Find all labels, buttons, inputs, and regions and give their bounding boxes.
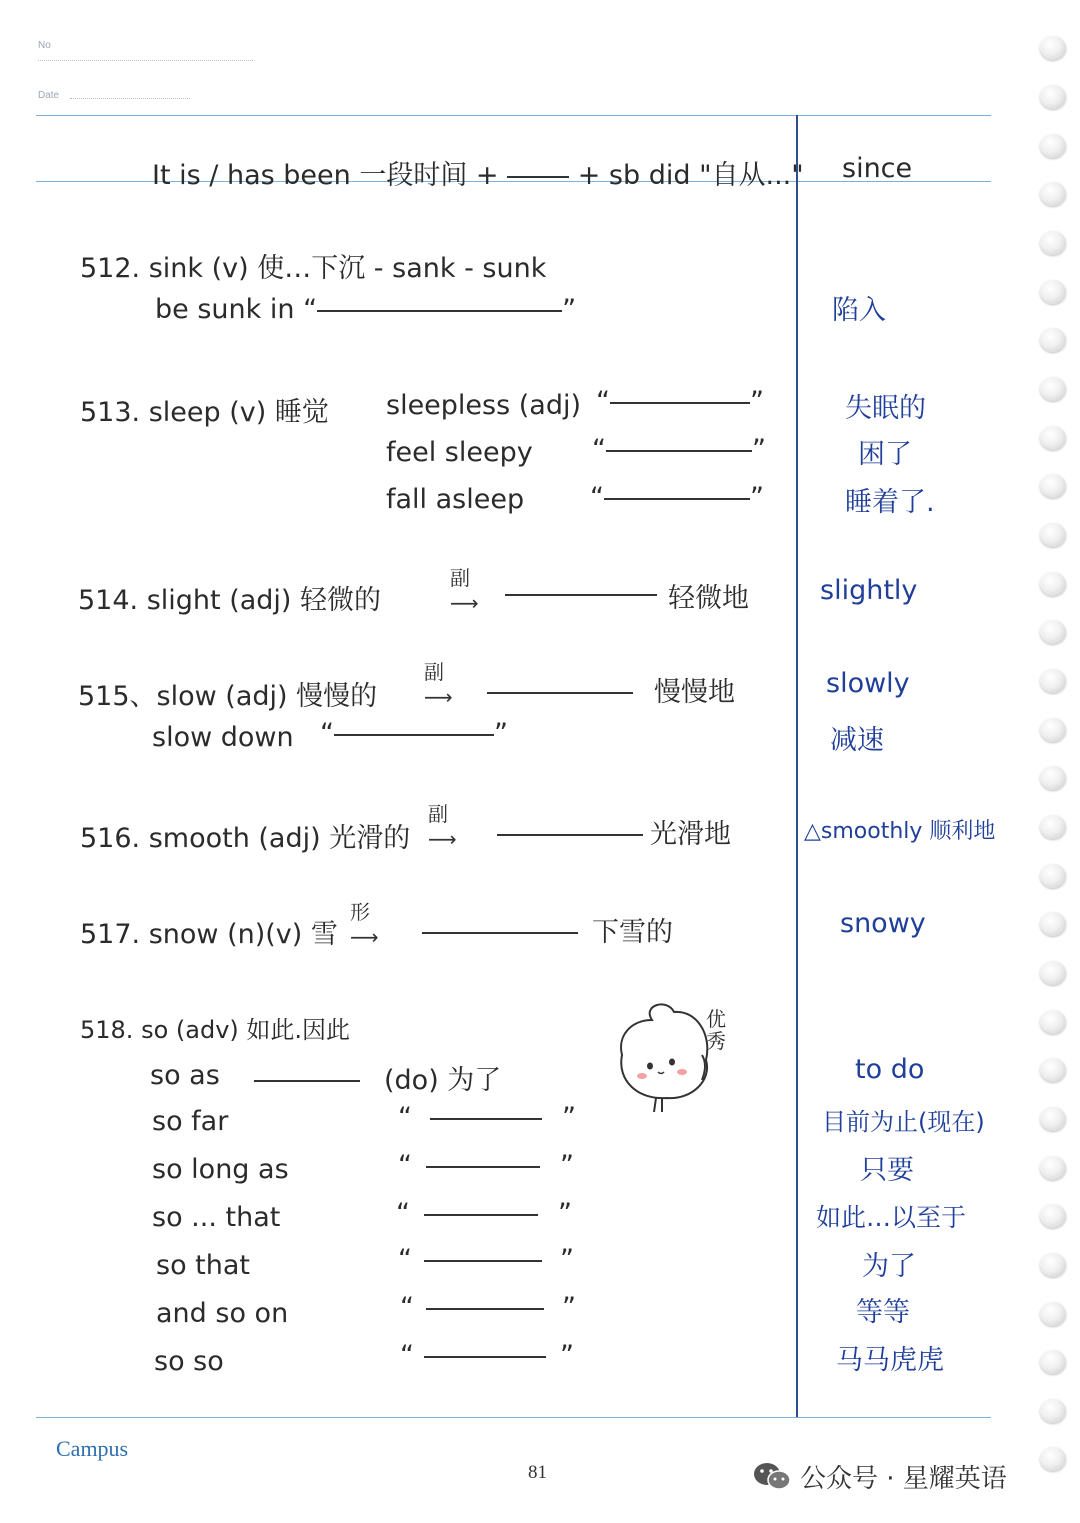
entry-515-blank xyxy=(487,676,633,707)
entry-513-term-3: fall asleep xyxy=(386,484,525,515)
spiral-ring-icon xyxy=(1040,377,1066,401)
spiral-ring-icon xyxy=(1040,572,1066,596)
spiral-ring-icon xyxy=(1040,864,1066,888)
watermark-text: 公众号 · 星耀英语 xyxy=(800,1464,1007,1494)
entry-518-term-5: so that xyxy=(156,1250,250,1281)
spiral-ring-icon xyxy=(1040,1107,1066,1131)
entry-515-tail: 慢慢地 xyxy=(654,677,735,708)
watermark xyxy=(752,1458,1007,1495)
entry-518-suffix-1: (do) 为了 xyxy=(384,1065,502,1096)
entry-518-answer-7: 马马虎虎 xyxy=(836,1345,944,1376)
bottom-rule xyxy=(36,1417,991,1418)
entry-514-tail: 轻微地 xyxy=(668,583,749,614)
entry-514-head: 514. slight (adj) 轻微的 xyxy=(78,585,382,616)
entry-515-line2: slow down xyxy=(152,722,294,753)
entry-518-head: 518. so (adv) 如此.因此 xyxy=(80,1016,351,1044)
entry-518-blank-5: “ ” xyxy=(398,1244,574,1275)
entry-512-line1: 512. sink (v) 使…下沉 - sank - sunk xyxy=(80,253,547,284)
entry-517-arrow xyxy=(350,896,379,949)
spiral-ring-icon xyxy=(1040,766,1066,790)
spiral-ring-icon xyxy=(1040,231,1066,255)
doodle-text: 优秀 xyxy=(706,1007,726,1053)
entry-515-arrow xyxy=(424,656,453,709)
entry-514-blank xyxy=(505,578,657,609)
entry-515-answer: slowly xyxy=(826,668,910,699)
entry-518-answer-6: 等等 xyxy=(856,1297,910,1328)
right-arrow-icon: ⟶ xyxy=(424,685,453,709)
date-dotted-line xyxy=(70,98,190,99)
entry-518-answer-4: 如此…以至于 xyxy=(816,1203,967,1232)
no-dotted-line xyxy=(38,60,253,61)
entry-518-term-3: so long as xyxy=(152,1154,289,1185)
entry-518-term-4: so ... that xyxy=(152,1202,281,1233)
arrow-label: 副 xyxy=(428,802,448,826)
entry-515-answer2: 减速 xyxy=(830,725,884,756)
spiral-ring-icon xyxy=(1040,328,1066,352)
entry-518-blank-2: “ ” xyxy=(398,1102,576,1133)
entry-517-head: 517. snow (n)(v) 雪 xyxy=(80,919,338,950)
right-arrow-icon: ⟶ xyxy=(450,591,479,615)
spiral-ring-icon xyxy=(1040,1058,1066,1082)
entry-513-term-1: sleepless (adj) xyxy=(386,390,582,421)
entry-513-blank-1: “ ” xyxy=(596,386,764,417)
quote-open: “ xyxy=(303,294,318,325)
quote-close: ” xyxy=(562,294,577,325)
arrow-label: 副 xyxy=(424,660,444,684)
entry-518-term-2: so far xyxy=(152,1106,229,1137)
entry-516-blank xyxy=(497,818,643,849)
entry-512-phrase: be sunk in xyxy=(155,294,295,325)
spiral-ring-icon xyxy=(1040,1350,1066,1374)
entry-513-term-2: feel sleepy xyxy=(386,437,533,468)
entry-515-head: 515、slow (adj) 慢慢的 xyxy=(78,681,378,712)
doodle-face-icon xyxy=(612,1000,752,1120)
spiral-ring-icon xyxy=(1040,1253,1066,1277)
entry-518-answer-2: 目前为止(现在) xyxy=(822,1108,985,1136)
entry-513-blank-2: “ ” xyxy=(592,434,766,465)
entry-516-tail: 光滑地 xyxy=(650,819,731,850)
entry-518-answer-5: 为了 xyxy=(862,1251,916,1282)
entry-517-tail: 下雪的 xyxy=(592,917,673,948)
spiral-ring-icon xyxy=(1040,620,1066,644)
spiral-ring-icon xyxy=(1040,1156,1066,1180)
spiral-ring-icon xyxy=(1040,134,1066,158)
entry-516-arrow xyxy=(428,798,457,851)
spiral-ring-icon xyxy=(1040,1399,1066,1423)
spiral-ring-icon xyxy=(1040,961,1066,985)
entry-514-answer: slightly xyxy=(820,575,918,606)
entry-518-answer-3: 只要 xyxy=(860,1155,914,1186)
top-rule xyxy=(36,115,991,116)
arrow-label: 副 xyxy=(450,566,470,590)
spiral-ring-icon xyxy=(1040,523,1066,547)
entry-517-answer: snowy xyxy=(840,908,926,939)
entry-514-arrow xyxy=(450,562,479,615)
answer-margin-line xyxy=(796,115,798,1417)
no-label: No xyxy=(38,40,51,51)
entry-518-blank-4: “ ” xyxy=(396,1198,572,1229)
spiral-ring-icon xyxy=(1040,1447,1066,1471)
spiral-ring-icon xyxy=(1040,280,1066,304)
entry-512-blank xyxy=(317,310,562,312)
entry-513-answer-3: 睡着了. xyxy=(845,487,935,518)
spiral-ring-icon xyxy=(1040,669,1066,693)
entry-518-term-1: so as xyxy=(150,1060,220,1091)
entry-515-blank2: “ ” xyxy=(320,718,508,749)
entry-517-blank xyxy=(422,916,578,947)
entry-513-blank-3: “ ” xyxy=(590,482,764,513)
spiral-ring-icon xyxy=(1040,474,1066,498)
brand-logo: Campus xyxy=(56,1436,129,1461)
entry-518-blank-7: “ ” xyxy=(400,1340,574,1371)
right-arrow-icon: ⟶ xyxy=(350,925,379,949)
entry-512-line2 xyxy=(155,294,576,325)
page-number: 81 xyxy=(528,1462,547,1483)
wechat-icon xyxy=(752,1460,792,1494)
spiral-ring-icon xyxy=(1040,718,1066,742)
entry-513-head: 513. sleep (v) 睡觉 xyxy=(80,397,329,428)
right-arrow-icon: ⟶ xyxy=(428,827,457,851)
entry-512-answer: 陷入 xyxy=(832,295,886,326)
intro-text-after: + sb did "自从..." xyxy=(569,160,804,191)
entry-518-term-6: and so on xyxy=(156,1298,289,1329)
intro-line xyxy=(152,153,804,192)
entry-518-term-7: so so xyxy=(154,1346,224,1377)
spiral-ring-icon xyxy=(1040,426,1066,450)
date-label: Date xyxy=(38,90,60,101)
spiral-ring-icon xyxy=(1040,85,1066,109)
spiral-ring-icon xyxy=(1040,1010,1066,1034)
spiral-ring-icon xyxy=(1040,815,1066,839)
entry-513-answer-1: 失眠的 xyxy=(845,393,926,424)
intro-blank xyxy=(507,176,569,178)
spiral-ring-icon xyxy=(1040,912,1066,936)
spiral-ring-icon xyxy=(1040,182,1066,206)
entry-513-answer-2: 困了 xyxy=(858,439,912,470)
entry-518-blank-3: “ ” xyxy=(398,1150,574,1181)
entry-518-answer-1: to do xyxy=(855,1054,925,1085)
arrow-label: 形 xyxy=(350,900,370,924)
intro-answer: since xyxy=(842,153,913,184)
entry-516-head: 516. smooth (adj) 光滑的 xyxy=(80,823,411,854)
intro-text-before: It is / has been 一段时间 + xyxy=(152,160,508,191)
entry-518-blank-1 xyxy=(254,1064,360,1095)
spiral-ring-icon xyxy=(1040,1204,1066,1228)
spiral-ring-icon xyxy=(1040,36,1066,60)
spiral-ring-icon xyxy=(1040,1302,1066,1326)
entry-518-blank-6: “ ” xyxy=(400,1292,576,1323)
entry-516-answer: △smoothly 顺利地 xyxy=(804,819,996,844)
